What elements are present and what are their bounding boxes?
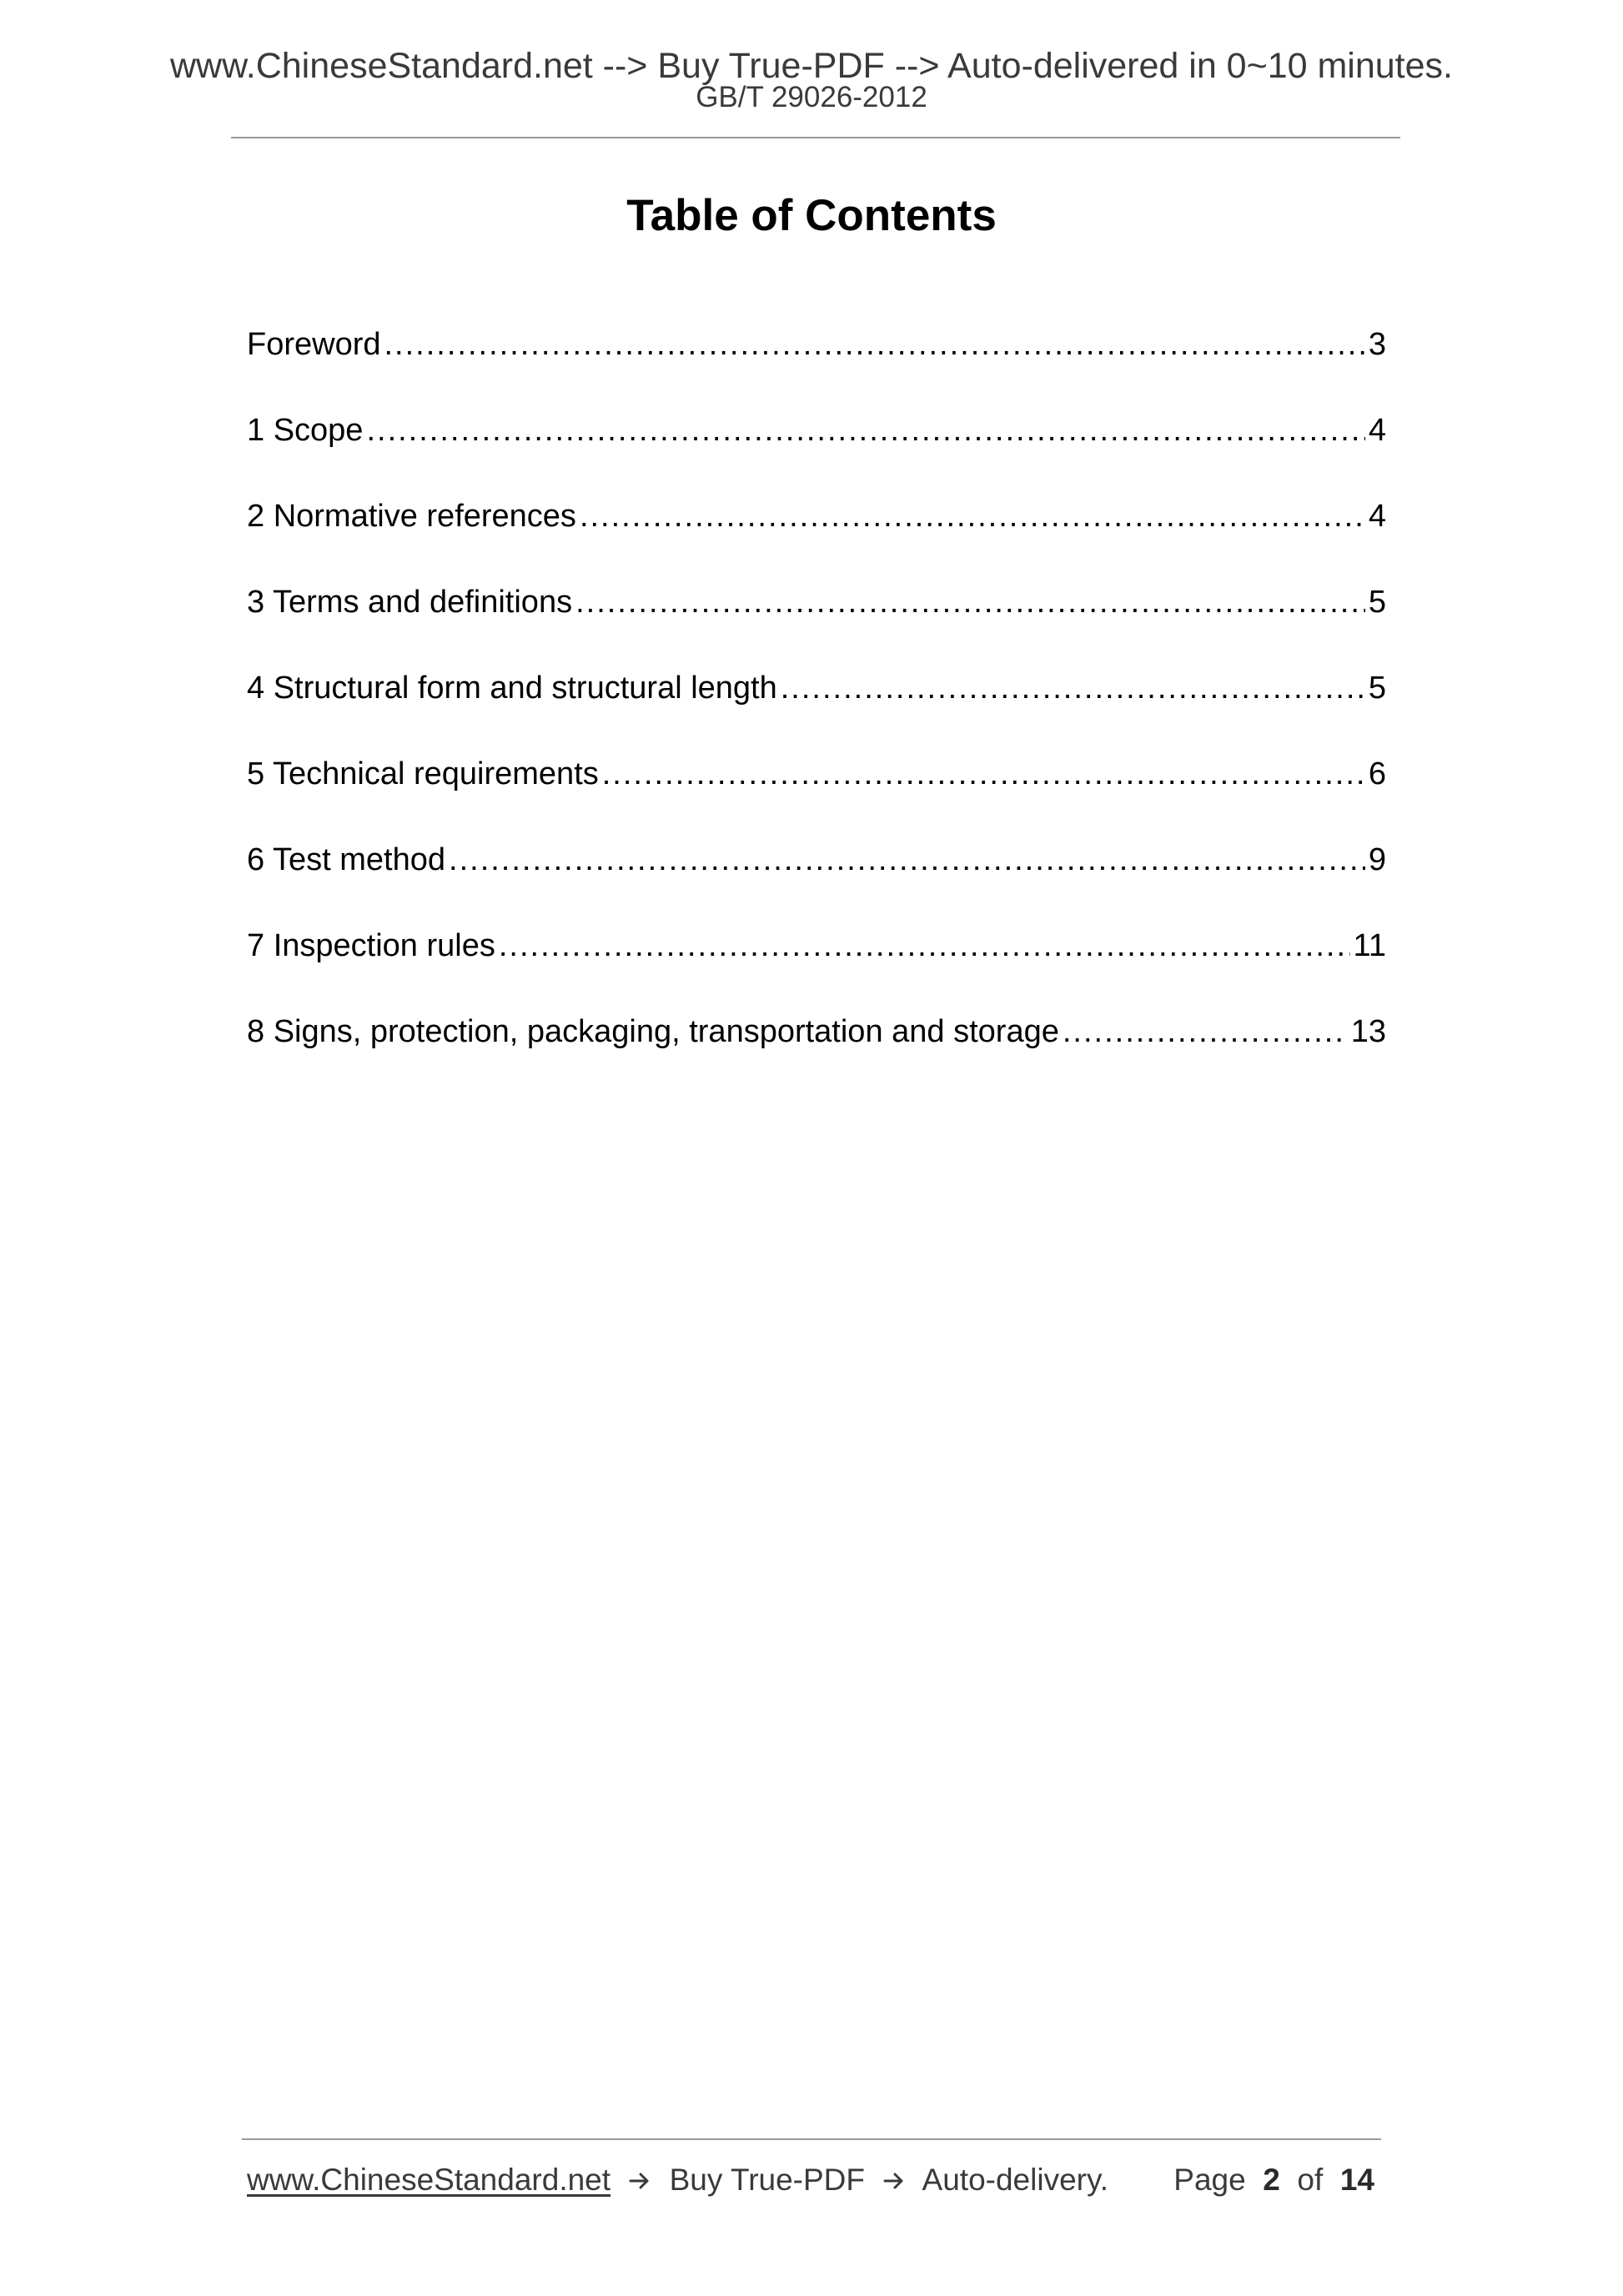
header-banner: www.ChineseStandard.net --> Buy True-PDF --> Auto-delivered in 0~10 minutes.	[169, 46, 1453, 86]
toc-entry-page: 6	[1368, 756, 1386, 791]
toc-entry-test-method[interactable]	[247, 838, 1386, 924]
toc-entry-page: 5	[1368, 671, 1386, 706]
document-code: GB/T 29026-2012	[696, 81, 927, 113]
toc-title: Table of Contents	[626, 191, 997, 240]
toc-list	[247, 323, 1386, 1096]
right-arrow-icon	[883, 2162, 905, 2202]
page-current: 2	[1263, 2163, 1280, 2197]
toc-entry-technical-requirements[interactable]	[247, 752, 1386, 838]
toc-entry-label: Foreword	[247, 327, 381, 362]
toc-entry-label: 6 Test method	[247, 842, 446, 877]
toc-dot-leader	[449, 838, 1365, 882]
header-divider	[231, 137, 1400, 138]
toc-entry-page: 11	[1353, 928, 1386, 963]
toc-entry-label: 8 Signs, protection, packaging, transportation and storage	[247, 1014, 1059, 1049]
toc-dot-leader	[366, 409, 1364, 452]
toc-dot-leader	[781, 666, 1365, 710]
footer-delivery-text: Auto-delivery.	[922, 2163, 1109, 2197]
toc-entry-foreword[interactable]	[247, 323, 1386, 409]
footer-site-link[interactable]: www.ChineseStandard.net	[247, 2163, 611, 2197]
toc-dot-leader	[384, 323, 1365, 366]
toc-entry-page: 4	[1368, 413, 1386, 448]
footer-promo	[247, 2160, 1108, 2202]
toc-dot-leader	[580, 495, 1365, 538]
toc-entry-page: 3	[1368, 327, 1386, 362]
toc-dot-leader	[602, 752, 1365, 796]
page-total: 14	[1339, 2163, 1374, 2197]
toc-entry-label: 7 Inspection rules	[247, 928, 495, 963]
toc-dot-leader	[499, 924, 1350, 967]
toc-dot-leader	[575, 580, 1365, 624]
toc-entry-terms-and-definitions[interactable]	[247, 580, 1386, 666]
toc-entry-structural-form[interactable]	[247, 666, 1386, 752]
toc-entry-scope[interactable]	[247, 409, 1386, 495]
toc-dot-leader	[1063, 1010, 1348, 1053]
right-arrow-icon	[629, 2162, 651, 2202]
toc-entry-signs-protection[interactable]	[247, 1010, 1386, 1096]
toc-entry-normative-references[interactable]	[247, 495, 1386, 580]
toc-entry-page: 13	[1350, 1014, 1386, 1049]
page-indicator	[1173, 2160, 1374, 2200]
toc-entry-label: 2 Normative references	[247, 499, 576, 534]
toc-entry-label: 1 Scope	[247, 413, 364, 448]
toc-entry-label: 3 Terms and definitions	[247, 585, 573, 620]
toc-entry-page: 5	[1368, 585, 1386, 620]
footer-divider	[242, 2138, 1381, 2140]
toc-entry-page: 4	[1368, 499, 1386, 534]
footer-buy-text: Buy True-PDF	[669, 2163, 866, 2197]
page-label: Page	[1173, 2163, 1246, 2197]
toc-entry-label: 5 Technical requirements	[247, 756, 599, 791]
page-of-label: of	[1297, 2163, 1324, 2197]
toc-entry-page: 9	[1368, 842, 1386, 877]
toc-entry-label: 4 Structural form and structural length	[247, 671, 777, 706]
toc-entry-inspection-rules[interactable]	[247, 924, 1386, 1010]
